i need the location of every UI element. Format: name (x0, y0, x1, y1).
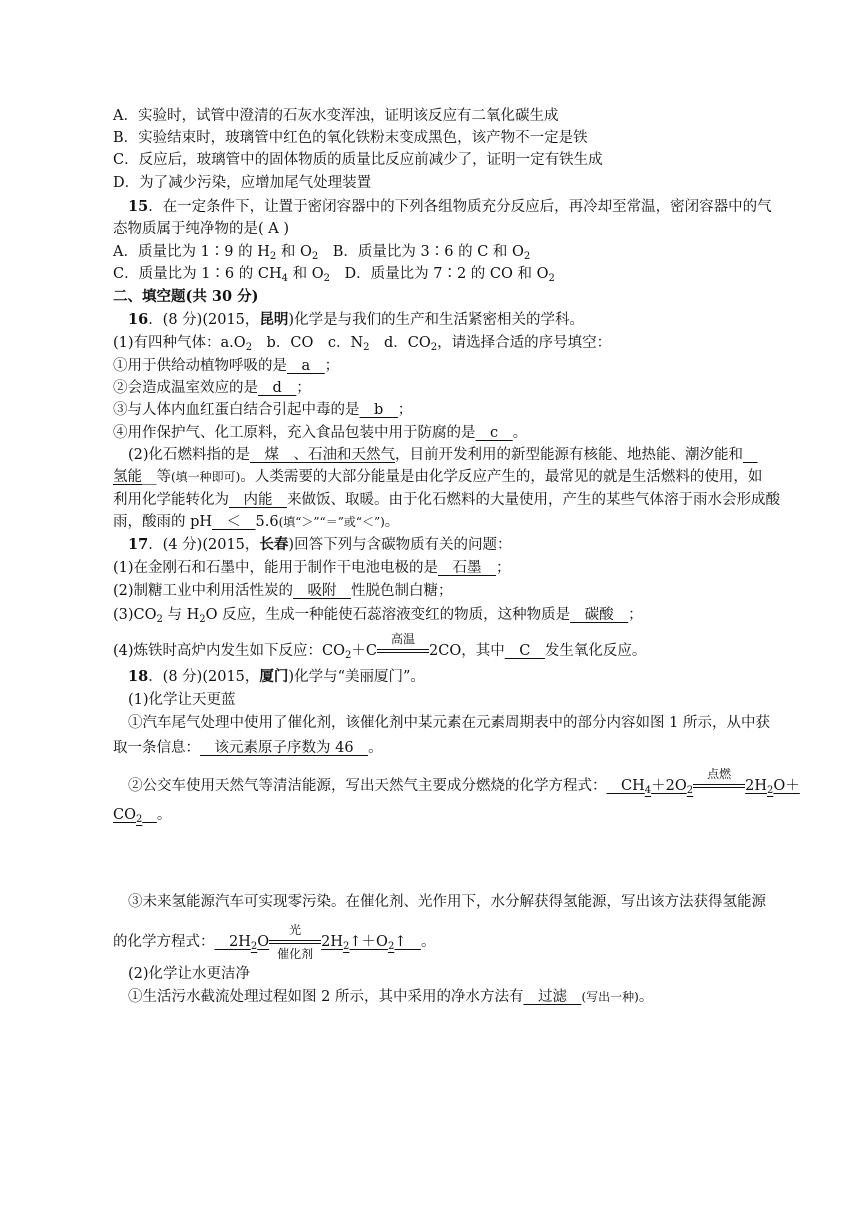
q17-p4-plus: ＋C (351, 643, 378, 659)
question-number: 15 (128, 198, 149, 215)
subscript: 2 (250, 941, 258, 952)
question-number: 16 (128, 311, 149, 328)
q16-p2-e: 利用化学能转化为 (113, 492, 229, 508)
reaction-condition: 光 (289, 923, 302, 937)
punct: 。 (368, 740, 383, 756)
subscript: 2 (548, 273, 555, 284)
q18-item1-line1: ①汽车尾气处理中使用了催化剂，该催化剂中某元素在元素周期表中的部分内容如图 1 所示，从中获 (128, 715, 770, 731)
q17-p4-post: 2CO，其中 (429, 643, 505, 659)
q16-p1-post: ，请选择合适的序号填空： (437, 335, 612, 351)
subscript: 2 (311, 251, 319, 262)
answer-blank: O (257, 934, 270, 950)
q17-city: 长春 (259, 536, 289, 553)
answer-blank: ↑＋O (349, 934, 388, 950)
q16-p2-g: 雨，酸雨的 pH (113, 514, 213, 530)
q16-item3-text: ③与人体内血红蛋白结合引起中毒的是 (113, 402, 360, 418)
answer-blank: O＋ (773, 778, 800, 794)
answer-blank: 2H (745, 778, 767, 794)
answer-blank: __C__ (504, 643, 545, 659)
punct: 。 (384, 514, 400, 530)
q18-item4-note: (写出一种) (581, 990, 639, 1004)
q18-section1: (1)化学让天更蓝 (128, 692, 236, 708)
q18-item3-line2 (113, 923, 436, 961)
answer-blank: ↑__ (394, 934, 421, 950)
reaction-condition: 点燃 (707, 767, 732, 781)
subscript: 2 (245, 342, 253, 353)
q15-option-b: B．质量比为 3∶6 的 C 和 O (318, 244, 524, 260)
q16-item4 (113, 422, 527, 444)
q17-part4 (113, 632, 647, 662)
answer-blank: __ (743, 447, 758, 463)
answer-blank: 石油和天然气 (308, 447, 396, 463)
punct: 。 (512, 425, 528, 441)
punct: ； (397, 402, 413, 418)
subscript: 2 (387, 941, 395, 952)
q17-p3-text: (3)CO (113, 607, 157, 623)
q18-item2-line1 (128, 767, 800, 797)
reaction-arrow (269, 923, 321, 961)
q17-head-post: )回答下列与含碳物质有关的问题： (288, 537, 512, 553)
reaction-arrow (377, 632, 429, 662)
punct: ； (496, 560, 511, 576)
answer-blank: __d__ (258, 380, 297, 396)
q16-part2-line2 (113, 466, 762, 488)
answer-blank: __煤__ (250, 447, 294, 463)
reaction-arrow (693, 767, 745, 797)
q16-item2-text: ②会造成温室效应的是 (113, 380, 258, 396)
punct: 。 (420, 934, 436, 950)
q18-head-pre: ．(8 分)(2015， (148, 669, 260, 685)
answer-blank: __CH (606, 778, 645, 794)
q17-p3-post: O 反应，生成一种能使石蕊溶液变红的物质，这种物质是 (205, 607, 571, 623)
subscript: 2 (156, 614, 163, 625)
q14-option-b: B．实验结束时，玻璃管中红色的氧化铁粉末变成黑色，该产物不一定是铁 (113, 130, 588, 146)
q16-item1 (113, 355, 339, 377)
q15-options-ab (113, 241, 530, 263)
equals-bar (693, 787, 745, 788)
answer-blank: __内能__ (229, 492, 287, 508)
q15-option-a: A．质量比为 1∶9 的 H (113, 244, 270, 260)
punct: ； (628, 607, 643, 623)
q16-p2-b: ，目前开发利用的新型能源有核能、地热能、潮汐能和 (395, 447, 744, 463)
q16-p2-f: 来做饭、取暖。由于化石燃料的大量使用，产生的某些气体溶于雨水会形成酸 (287, 492, 780, 508)
answer-blank: __过滤__ (523, 989, 582, 1005)
q18-item4-text: ①生活污水截流处理过程如图 2 所示，其中采用的净水方法有 (128, 989, 524, 1005)
subscript: 2 (135, 814, 143, 825)
q18-item2-line2 (113, 804, 171, 826)
reaction-condition: 高温 (391, 632, 416, 646)
q17-p4-end: 发生氧化反应。 (544, 643, 647, 659)
answer-blank: __吸附__ (293, 583, 352, 599)
q18-item1-text: 取一条信息： (113, 740, 200, 756)
q17-head-pre: ．(4 分)(2015， (148, 537, 260, 553)
equals-bar (377, 652, 429, 653)
q16-part2-line3 (113, 489, 780, 511)
q16-city: 昆明 (259, 311, 289, 328)
answer-blank: 氢能 (113, 469, 142, 485)
answer-blank: __c__ (475, 425, 513, 441)
q16-p2-c: __等 (142, 469, 171, 485)
equals-bar (377, 649, 429, 650)
answer-blank: __b__ (359, 402, 398, 418)
q14-option-a: A．实验时，试管中澄清的石灰水变浑浊，证明该反应有二氧化碳生成 (113, 108, 559, 124)
equals-bar (269, 940, 321, 941)
q18-item2-text: ②公交车使用天然气等清洁能源，写出天然气主要成分燃烧的化学方程式： (128, 778, 607, 794)
q16-p1-b: b．CO c．N (252, 335, 364, 351)
q16-p2-text: (2)化石燃料指的是 (128, 447, 251, 463)
q15-stem-line2: 态物质属于纯净物的是( A ) (113, 221, 290, 237)
subscript: 2 (269, 251, 277, 262)
answer-blank: __ (142, 807, 157, 823)
question-number: 17 (128, 536, 149, 553)
q16-part2-line1 (128, 444, 758, 466)
q16-p2-h: 5.6 (255, 514, 279, 530)
answer-blank: __石墨__ (438, 560, 497, 576)
q18-head-post: )化学与“美丽厦门”。 (288, 669, 425, 685)
q15-option-d: D．质量比为 7∶2 的 CO 和 O (329, 266, 549, 282)
q15-option-c-mid: 和 O (288, 266, 324, 282)
answer-blank: 2H (321, 934, 344, 950)
subscript: 2 (343, 941, 350, 952)
q18-section2: (2)化学让水更洁净 (128, 966, 251, 982)
q17-p1-text: (1)在金刚石和石墨中，能用于制作干电池电极的是 (113, 560, 439, 576)
q18-city: 厦门 (259, 668, 289, 685)
q16-heading (128, 309, 584, 331)
punct: 。 (638, 989, 654, 1005)
answer-blank: __a__ (287, 358, 325, 374)
punct: 。 (156, 807, 172, 823)
q16-item1-text: ①用于供给动植物呼吸的是 (113, 358, 287, 374)
q16-part2-line4 (113, 511, 399, 533)
question-number: 18 (128, 668, 149, 685)
q16-p2-d: 。人类需要的大部分能量是由化学反应产生的，最常见的就是生活燃料的使用，如 (240, 469, 763, 485)
q16-item3 (113, 399, 412, 421)
answer-blank: __＜__ (212, 514, 256, 530)
subscript: 2 (363, 342, 370, 353)
q17-part1 (113, 557, 511, 579)
q17-p2-text: (2)制糖工业中利用活性炭的 (113, 583, 294, 599)
answer-blank: __碳酸__ (570, 607, 629, 623)
q16-item4-text: ④用作保护气、化工原料，充入食品包装中用于防腐的是 (113, 425, 476, 441)
q17-p4-text: (4)炼铁时高炉内发生如下反应：CO (113, 643, 346, 659)
answer-blank: __该元素原子序数为 46__ (200, 740, 369, 756)
q17-heading (128, 534, 512, 556)
q15-stem-line1 (128, 196, 772, 218)
q16-part1 (113, 332, 611, 354)
q17-p3-mid: 与 H (162, 607, 200, 623)
subscript: 4 (281, 273, 288, 284)
answer-blank: CO (113, 807, 136, 823)
q15-option-a-mid: 和 O (276, 244, 312, 260)
equals-bar (693, 784, 745, 785)
q18-item3-text: 的化学方程式： (113, 934, 215, 950)
q16-p1-text: (1)有四种气体：a.O (113, 335, 246, 351)
q18-heading (128, 666, 425, 688)
subscript: 2 (767, 785, 774, 796)
answer-blank: 、 (293, 447, 309, 463)
q16-p1-d: d．CO (369, 335, 431, 351)
q16-p2-note: (填一种即可) (171, 470, 241, 484)
q16-head-post: )化学是与我们的生产和生活紧密相关的学科。 (288, 312, 585, 328)
subscript: 2 (523, 251, 531, 262)
q18-item3-line1: ③未来氢能源汽车可实现零污染。在催化剂、光作用下，水分解获得氢能源，写出该方法获得氢能源 (128, 894, 766, 910)
subscript: 2 (430, 342, 438, 353)
q14-option-d: D．为了减少污染，应增加尾气处理装置 (113, 175, 372, 191)
answer-blank: __2H (214, 934, 251, 950)
answer-blank: ＋2O (651, 778, 687, 794)
subscript: 2 (323, 273, 330, 284)
punct: ； (296, 380, 311, 396)
punct: ； (324, 358, 340, 374)
q15-options-cd (113, 263, 555, 285)
subscript: 2 (199, 614, 206, 625)
subscript: 4 (644, 785, 652, 796)
q16-head-pre: ．(8 分)(2015， (148, 312, 260, 328)
q18-item4 (128, 986, 653, 1008)
q18-item1-line2 (113, 737, 383, 759)
section-heading: 二、填空题(共 30 分) (113, 288, 259, 305)
q17-part3 (113, 604, 643, 626)
q17-p2-b: 性脱色制白糖； (351, 583, 453, 599)
q16-p2-note: (填“＞”“＝”或“＜”) (278, 515, 385, 529)
q16-item2 (113, 377, 311, 399)
q17-part2 (113, 580, 453, 602)
q15-stem-text: ．在一定条件下，让置于密闭容器中的下列各组物质充分反应后，再冷却至常温，密闭容器中的气 (148, 199, 772, 215)
subscript: 2 (345, 650, 352, 661)
q15-option-c: C．质量比为 1∶6 的 CH (113, 266, 282, 282)
subscript: 2 (686, 785, 694, 796)
q14-option-c: C．反应后，玻璃管中的固体物质的质量比反应前减少了，证明一定有铁生成 (113, 152, 603, 168)
reaction-condition: 催化剂 (277, 947, 314, 961)
